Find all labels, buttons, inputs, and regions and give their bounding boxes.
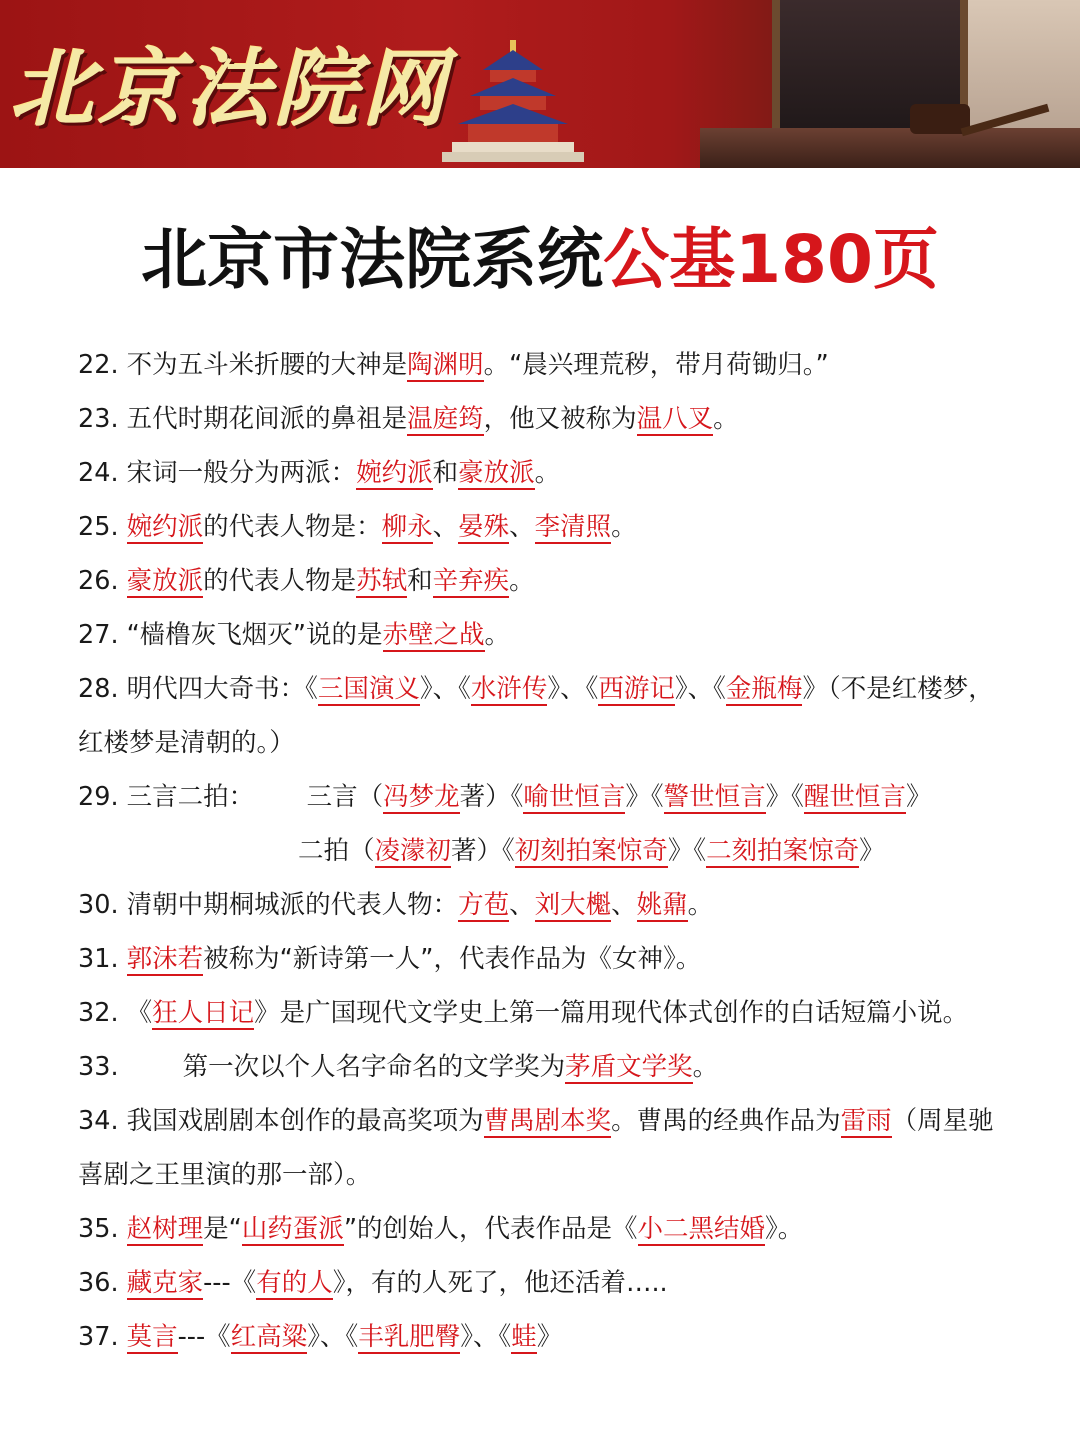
highlight: 温庭筠 (407, 404, 484, 434)
list-item-32 (78, 986, 1058, 1040)
highlight: 警世恒言 (663, 782, 766, 812)
header-banner (0, 0, 1080, 168)
item-number: 30. (78, 890, 119, 920)
highlight: 婉约派 (126, 512, 204, 542)
highlight: 李清照 (534, 512, 612, 542)
item-text: ，他又被称为 (483, 404, 637, 434)
item-text: 》、《 (547, 674, 599, 704)
highlight: 冯梦龙 (383, 782, 460, 812)
item-text: 。 (713, 404, 739, 434)
list-item-24 (78, 446, 1058, 500)
list-item-23 (78, 392, 1058, 446)
item-text: 《 (126, 998, 153, 1028)
item-text: 》、《 (460, 1322, 512, 1352)
item-text: 。曹禺的经典作品为 (611, 1106, 841, 1136)
item-number: 37. (78, 1322, 119, 1352)
item-number: 25. (78, 512, 119, 542)
highlight: 郭沫若 (126, 944, 204, 974)
highlight: 赤壁之战 (382, 620, 485, 650)
item-text: ---《 (177, 1322, 231, 1352)
item-text: 。 (484, 620, 511, 650)
highlight: 刘大櫆 (534, 890, 612, 920)
item-text: 著）《 (451, 836, 515, 866)
highlight: 茅盾文学奖 (565, 1052, 693, 1082)
item-text: 和 (407, 566, 433, 596)
item-text: 、 (611, 890, 637, 920)
highlight: 西游记 (598, 674, 675, 704)
highlight: 藏克家 (126, 1268, 204, 1298)
item-text: 二拍（ (298, 836, 375, 866)
item-text: ”的创始人，代表作品是《 (343, 1214, 638, 1244)
highlight: 凌濛初 (374, 836, 452, 866)
item-number: 24. (78, 458, 119, 488)
item-number: 34. (78, 1106, 119, 1136)
item-number: 33. (78, 1052, 119, 1082)
item-text: 明代四大奇书：《 (126, 674, 318, 704)
highlight: 莫言 (126, 1322, 178, 1352)
item-number: 32. (78, 998, 119, 1028)
highlight: 姚鼐 (636, 890, 688, 920)
item-number: 27. (78, 620, 119, 650)
highlight: 婉约派 (356, 458, 433, 488)
item-text: （周星驰 (891, 1106, 994, 1136)
item-text: 不为五斗米折腰的大神是 (126, 350, 408, 380)
item-text: 》《 (625, 782, 664, 812)
item-number: 29. (78, 782, 119, 812)
item-text: 第一次以个人名字命名的文学奖为 (182, 1052, 566, 1082)
item-text: 被称为“新诗第一人”，代表作品为《女神》。 (203, 944, 702, 974)
list-item-29-line2 (78, 824, 1058, 878)
highlight: 狂人日记 (152, 998, 255, 1028)
item-number: 28. (78, 674, 119, 704)
highlight: 柳永 (381, 512, 433, 542)
item-text: 著）《 (459, 782, 524, 812)
item-text: 是“ (203, 1214, 242, 1244)
list-item-25 (78, 500, 1058, 554)
highlight: 有的人 (256, 1268, 333, 1298)
highlight: 小二黑结婚 (637, 1214, 766, 1244)
list-item-37 (78, 1310, 1058, 1364)
page-title (0, 220, 1080, 300)
item-text: 的代表人物是： (203, 512, 382, 542)
item-text: 、 (509, 890, 535, 920)
list-item-27 (78, 608, 1058, 662)
item-text: 》是广国现代文学史上第一篇用现代体式创作的白话短篇小说。 (254, 998, 969, 1028)
item-text: 清朝中期桐城派的代表人物： (126, 890, 459, 920)
highlight: 蛙 (511, 1322, 537, 1352)
highlight: 金瓶梅 (725, 674, 803, 704)
item-text: 的代表人物是 (203, 566, 357, 596)
item-text: 。“晨兴理荒秽，带月荷锄归。” (483, 350, 829, 380)
item-text: 。 (509, 566, 535, 596)
item-text: 五代时期花间派的鼻祖是 (126, 404, 408, 434)
item-text: 》、《 (674, 674, 726, 704)
highlight: 苏轼 (356, 566, 408, 596)
list-item-35 (78, 1202, 1058, 1256)
item-text: 》。 (765, 1214, 804, 1244)
highlight: 醒世恒言 (803, 782, 906, 812)
highlight: 辛弃疾 (432, 566, 510, 596)
highlight: 山药蛋派 (241, 1214, 344, 1244)
list-item-31 (78, 932, 1058, 986)
item-text: 三言（ (306, 782, 384, 812)
item-text: 》 (536, 1322, 563, 1352)
highlight: 喻世恒言 (523, 782, 626, 812)
item-number: 23. (78, 404, 119, 434)
list-item-36 (78, 1256, 1058, 1310)
item-text: 》《 (765, 782, 804, 812)
highlight: 豪放派 (126, 566, 204, 596)
item-text: 喜剧之王里演的那一部）。 (78, 1160, 372, 1190)
title-black: 北京市法院系统 (141, 221, 604, 298)
list-item-33 (78, 1040, 1058, 1094)
temple-of-heaven-icon (438, 40, 588, 168)
highlight: 雷雨 (840, 1106, 892, 1136)
item-text: 。 (534, 458, 561, 488)
item-text: 我国戏剧剧本创作的最高奖项为 (126, 1106, 484, 1136)
item-label: 三言二拍： (126, 782, 255, 812)
title-red: 公基180页 (603, 221, 939, 298)
item-text: 。 (692, 1052, 719, 1082)
item-number: 36. (78, 1268, 119, 1298)
item-number: 26. (78, 566, 119, 596)
list-item-29 (78, 770, 1058, 824)
list-item-26 (78, 554, 1058, 608)
highlight: 温八叉 (636, 404, 714, 434)
site-logo: 北京法院网 (10, 39, 451, 138)
highlight: 方苞 (458, 890, 510, 920)
item-text: 宋词一般分为两派： (126, 458, 357, 488)
item-text: ---《 (203, 1268, 257, 1298)
item-text: 、 (509, 512, 535, 542)
highlight: 三国演义 (317, 674, 420, 704)
highlight: 赵树理 (126, 1214, 204, 1244)
list-item-28 (78, 662, 1058, 716)
list-item-34 (78, 1094, 1058, 1148)
item-text: 》 (859, 836, 885, 866)
item-text: “樯橹灰飞烟灭”说的是 (126, 620, 383, 650)
highlight: 豪放派 (458, 458, 535, 488)
highlight: 晏殊 (458, 512, 510, 542)
item-text: 》《 (667, 836, 707, 866)
judge-desk-image (700, 128, 1080, 168)
item-text: 》（不是红楼梦， (802, 674, 994, 704)
highlight: 红高粱 (230, 1322, 308, 1352)
highlight: 陶渊明 (407, 350, 484, 380)
highlight: 丰乳肥臀 (358, 1322, 461, 1352)
highlight: 曹禺剧本奖 (483, 1106, 612, 1136)
list-item-22 (78, 338, 1058, 392)
item-number: 22. (78, 350, 119, 380)
knowledge-list (78, 338, 1058, 1364)
item-number: 35. (78, 1214, 119, 1244)
item-text: 》 (905, 782, 932, 812)
highlight: 二刻拍案惊奇 (706, 836, 860, 866)
item-text: 和 (432, 458, 459, 488)
item-text: 、 (432, 512, 459, 542)
item-text: 》、《 (419, 674, 471, 704)
item-number: 31. (78, 944, 119, 974)
list-item-34-line2 (78, 1148, 1058, 1202)
list-item-30 (78, 878, 1058, 932)
item-text: 》，有的人死了，他还活着….. (332, 1268, 668, 1298)
highlight: 水浒传 (470, 674, 548, 704)
list-item-28-line2 (78, 716, 1058, 770)
item-text: 。 (687, 890, 714, 920)
item-text: 红楼梦是清朝的。） (78, 728, 295, 758)
item-text: 》、《 (307, 1322, 359, 1352)
item-text: 。 (611, 512, 637, 542)
highlight: 初刻拍案惊奇 (514, 836, 668, 866)
